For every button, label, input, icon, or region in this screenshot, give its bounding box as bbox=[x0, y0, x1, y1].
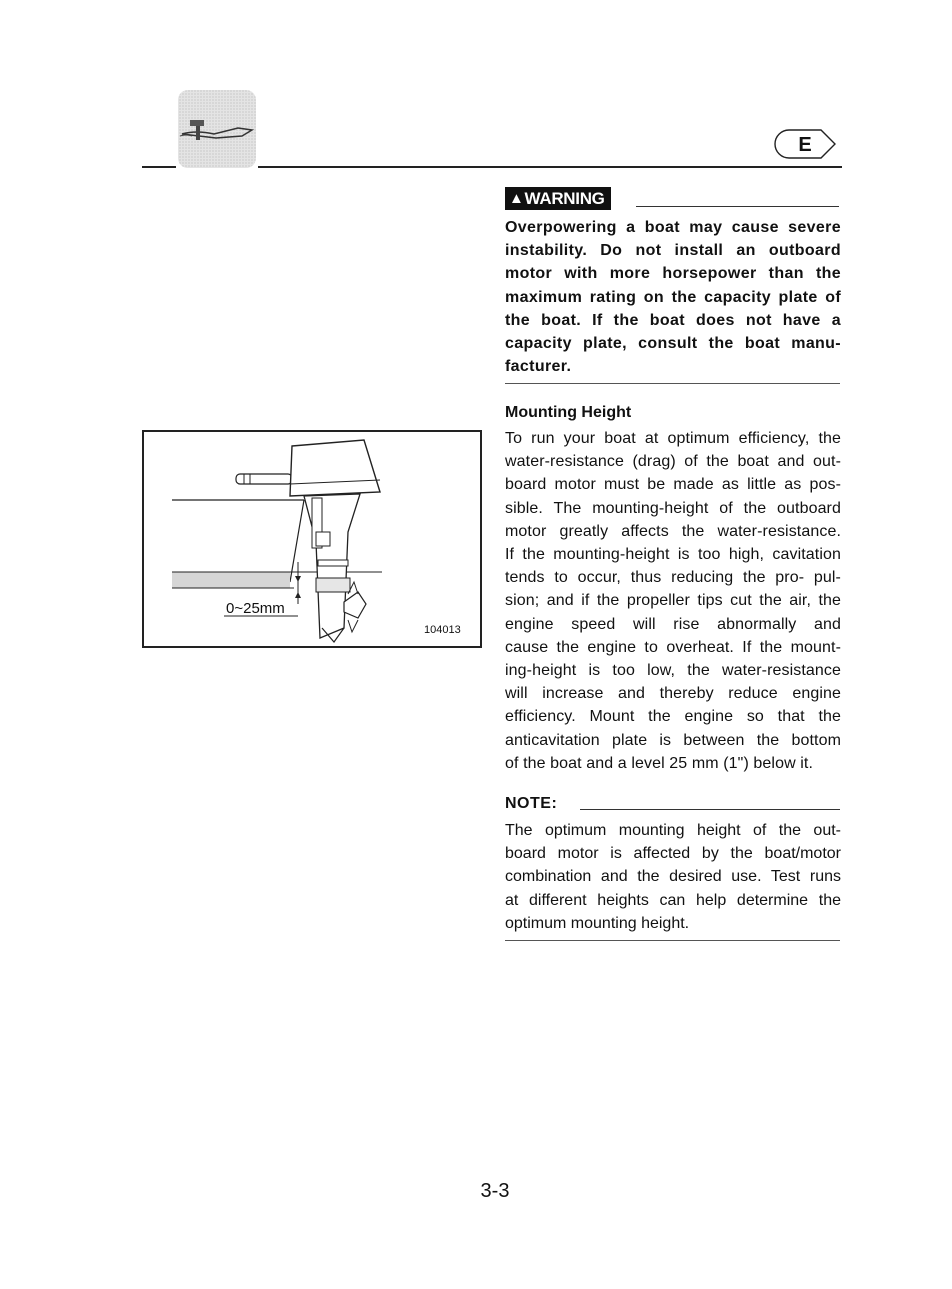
figure-code: 104013 bbox=[424, 624, 461, 636]
body-line: If the mounting-height is too high, cavitation bbox=[505, 546, 841, 564]
body-line: engine speed will rise abnormally and bbox=[505, 615, 841, 633]
body-line: sion; and if the propeller tips cut the air, the bbox=[505, 592, 841, 610]
body-line: To run your boat at optimum efficiency, the bbox=[505, 430, 841, 447]
language-badge-label: E bbox=[798, 134, 812, 156]
warning-triangle-icon: ▲ bbox=[509, 189, 524, 207]
note-bottom-rule bbox=[505, 940, 840, 941]
language-badge bbox=[773, 128, 837, 160]
note-line: combination and the desired use. Test runs bbox=[505, 868, 841, 886]
mounting-height-body bbox=[505, 427, 841, 775]
warning-text: Overpowering a boat may cause severe instability. Do not install an outboard motor with more horsepower than the maximum rating on the capacity plate of the boat. If the boat does not have a capacity plate, consult the boat manu- facturer. bbox=[505, 219, 841, 376]
body-line: board motor must be made as little as pos- bbox=[505, 476, 841, 494]
body-line: water-resistance (drag) of the boat and out- bbox=[505, 453, 841, 471]
warning-rule bbox=[636, 206, 839, 207]
warning-bottom-rule bbox=[505, 383, 840, 384]
body-line: efficiency. Mount the engine so that the bbox=[505, 708, 841, 726]
body-line: cause the engine to overheat. If the mount- bbox=[505, 638, 841, 656]
outboard-motor-illustration bbox=[144, 432, 484, 650]
body-line: anticavitation plate is between the bottom bbox=[505, 731, 841, 749]
body-line: sible. The mounting-height of the outboard bbox=[505, 499, 841, 517]
note-heading: NOTE: bbox=[505, 795, 558, 812]
body-line: tends to occur, thus reducing the pro- pul- bbox=[505, 569, 841, 587]
warning-label bbox=[505, 187, 611, 210]
note-line: board motor is affected by the boat/motor bbox=[505, 845, 841, 863]
note-line: at different heights can help determine the bbox=[505, 891, 841, 909]
body-line: will increase and thereby reduce engine bbox=[505, 685, 841, 703]
body-line: of the boat and a level 25 mm (1") below it. bbox=[505, 754, 814, 772]
dimension-label: 0~25mm bbox=[226, 600, 285, 617]
header-rule-left bbox=[142, 166, 176, 168]
body-line: ing-height is too low, the water-resistance bbox=[505, 662, 841, 680]
mounting-height-heading: Mounting Height bbox=[505, 404, 632, 421]
note-line: optimum mounting height. bbox=[505, 914, 690, 932]
header-rule bbox=[258, 166, 842, 168]
note-line: The optimum mounting height of the out- bbox=[505, 822, 841, 839]
outboard-boat-icon bbox=[176, 90, 258, 168]
note-rule bbox=[580, 809, 840, 810]
note-body bbox=[505, 819, 841, 935]
page-number: 3-3 bbox=[480, 1180, 510, 1202]
warning-label-text: WARNING bbox=[524, 188, 605, 208]
mounting-height-figure bbox=[142, 430, 482, 648]
body-line: motor greatly affects the water-resistance. bbox=[505, 522, 841, 540]
